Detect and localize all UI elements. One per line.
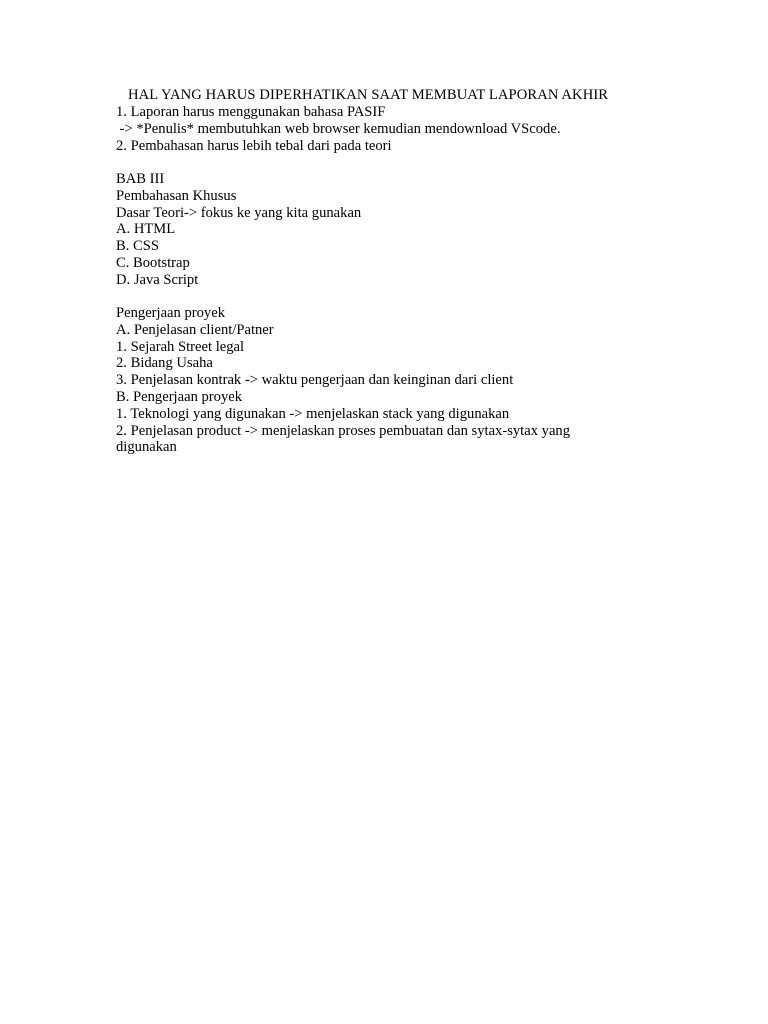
section-a-heading: A. Penjelasan client/Patner [116,321,274,338]
section-a-item: 3. Penjelasan kontrak -> waktu pengerjaan dan keinginan dari client [116,372,514,389]
document-title: HAL YANG HARUS DIPERHATIKAN SAAT MEMBUAT LAPORAN AKHIR [128,87,609,103]
bab-subheading: Pembahasan Khusus [116,187,237,204]
section-b-item: 2. Penjelasan product -> menjelaskan proses pembuatan dan sytax-sytax yang digunakan [116,422,571,456]
teori-item: B. CSS [116,238,159,255]
section-a-item: 2. Bidang Usaha [116,355,213,372]
section-b-item: 1. Teknologi yang digunakan -> menjelaskan stack yang digunakan [116,405,510,422]
intro-list [116,104,676,154]
teori-item: C. Bootstrap [116,254,190,271]
section-a-item: 1. Sejarah Street legal [116,338,245,355]
intro-item: 1. Laporan harus menggunakan bahasa PASIF [116,104,386,120]
bab-heading: BAB III [116,171,165,187]
teori-item: A. HTML [116,221,176,238]
dasar-teori-line: Dasar Teori-> fokus ke yang kita gunakan [116,204,362,221]
teori-item: D. Java Script [116,271,199,288]
intro-item: -> *Penulis* membutuhkan web browser kemudian mendownload VScode. [116,120,561,137]
proyek-section [116,305,676,456]
proyek-heading: Pengerjaan proyek [116,305,226,321]
section-b-heading: B. Pengerjaan proyek [116,388,243,405]
intro-item: 2. Pembahasan harus lebih tebal dari pada teori [116,137,392,154]
bab-section [116,171,676,289]
